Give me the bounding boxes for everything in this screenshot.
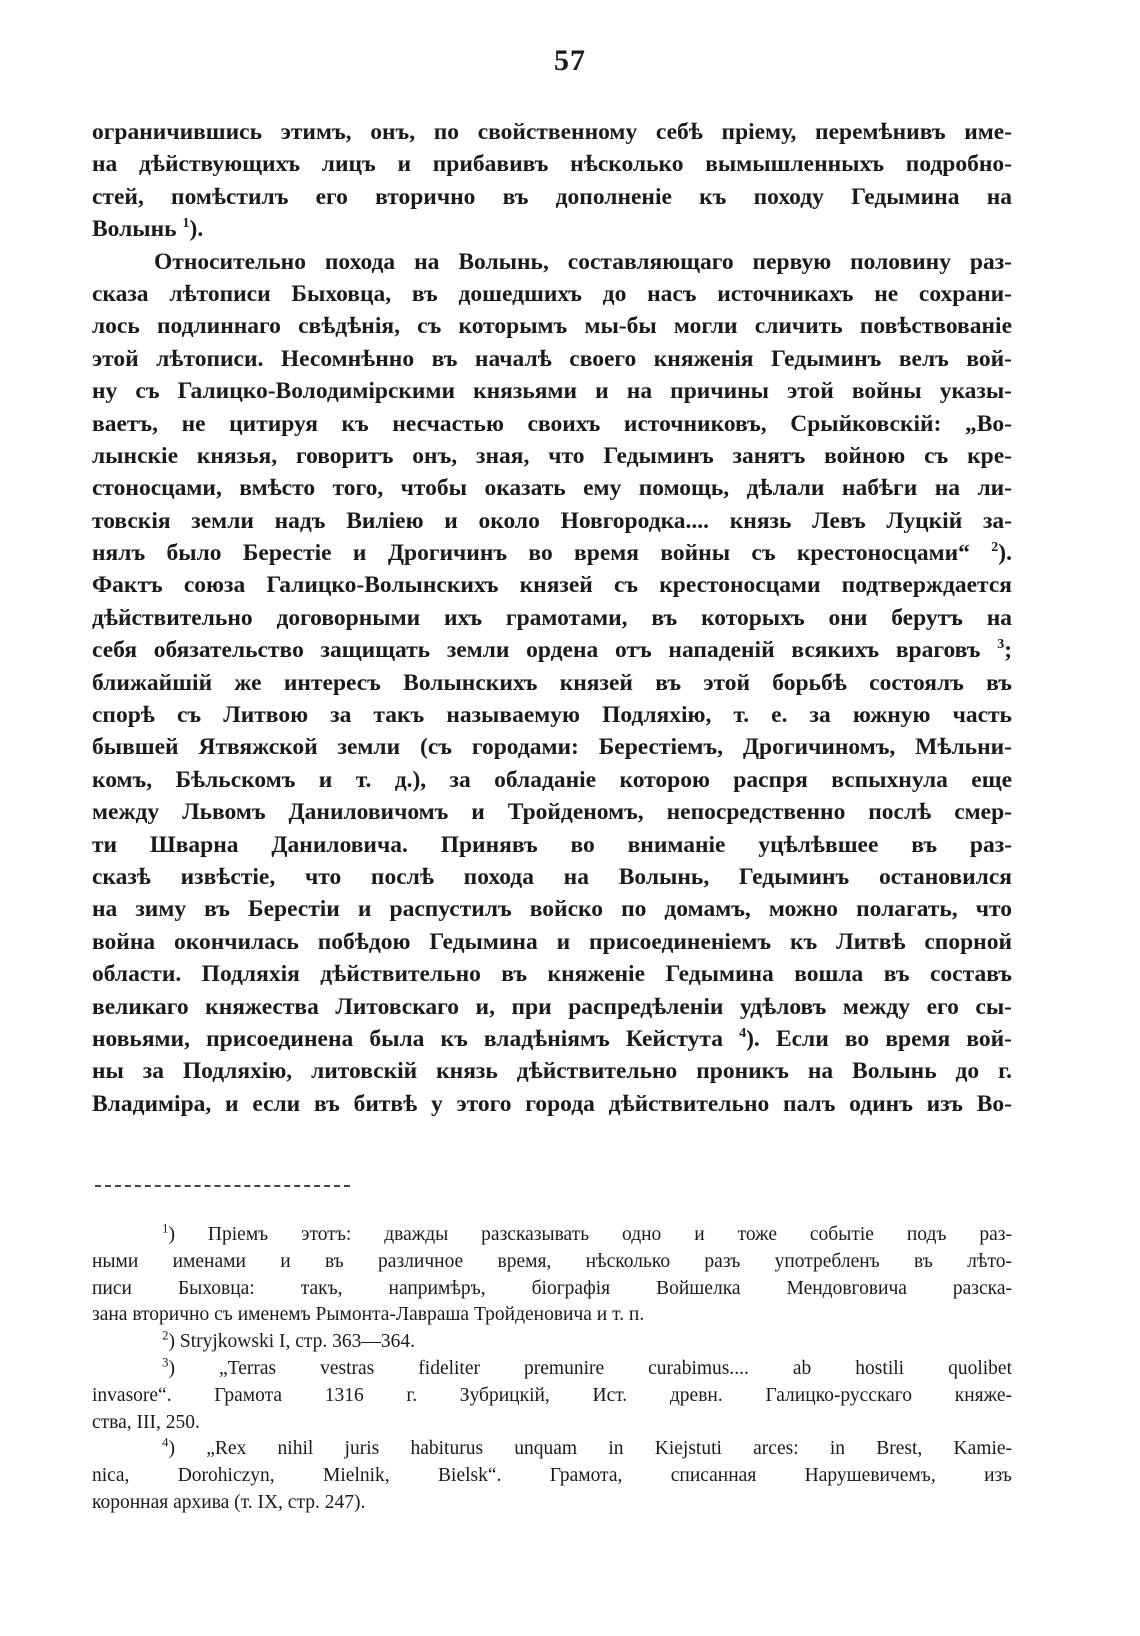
text-line: ограничившись этимъ, онъ, по свойственному себѣ пріему, перемѣнивъ име-: [92, 119, 1012, 145]
text-line: Владиміра, и если въ битвѣ у этого города дѣйствительно палъ одинъ изъ Во-: [92, 1090, 1012, 1117]
text-line: между Львомъ Даниловичомъ и Тройденомъ, непосредственно послѣ смер-: [92, 799, 1012, 826]
text-line: ти Шварна Даниловича. Принявъ во вниманіе уцѣлѣвшее въ раз-: [92, 831, 1012, 858]
footnote-2: [92, 1329, 1012, 1356]
main-text: [92, 116, 1012, 1120]
footnote-mark-paren: ): [168, 1357, 175, 1379]
text-line: спорѣ съ Литвою за такъ называемую Подляхію, т. е. за южную часть: [92, 702, 1012, 729]
page-number: 57: [554, 44, 586, 77]
text-line: ны за Подляхію, литовскій князь дѣйствительно проникъ на Волынь до г.: [92, 1058, 1012, 1085]
text-line: ближайшій же интересъ Волынскихъ князей въ этой борьбѣ состоялъ въ: [92, 669, 1012, 696]
text-line: лось подлиннаго свѣдѣнія, съ которымъ мы-бы могли сличить повѣствованіе: [92, 313, 1012, 340]
text-line: дѣйствительно договорными ихъ грамотами, въ которыхъ они берутъ на: [92, 604, 1012, 631]
text-line: Относительно похода на Волынь, составляющаго первую половину раз-: [154, 248, 1012, 275]
text-line: области. Подляхія дѣйствительно въ княженіе Гедымина вошла въ составъ: [92, 961, 1012, 988]
footnote-line: писи Быховца: такъ, напримѣръ, біографія Войшелка Мендовговича разска-: [92, 1277, 1012, 1299]
text-line: война окончилась побѣдою Гедымина и присоединеніемъ къ Литвѣ спорной: [92, 928, 1012, 955]
text-line: Фактъ союза Галицко-Волынскихъ князей съ крестоносцами подтверждается: [92, 572, 1012, 599]
footnote-separator: [95, 1185, 350, 1187]
footnotes: [92, 1222, 1012, 1517]
footnote-mark-paren: ): [168, 1224, 175, 1245]
text-line: [92, 213, 1012, 245]
footnote-mark: 4: [162, 1436, 169, 1450]
text-fragment: себя обязательство защищать земли ордена отъ нападеній всякихъ враговъ: [92, 637, 981, 664]
footnote-text: Пріемъ этотъ: дважды разсказывать одно и тоже событіе подъ раз-: [207, 1224, 1012, 1245]
text-line: сказа лѣтописи Быховца, въ дошедшихъ до насъ источникахъ не сохрани-: [92, 280, 1012, 307]
text-line: стей, помѣстилъ его вторично въ дополненіе къ походу Гедымина на: [92, 183, 1012, 210]
footnote-line: nica, Dorohiczyn, Mielnik, Bielsk“. Грамота, списанная Нарушевичемъ, изъ: [92, 1465, 1012, 1487]
text-line: ну съ Галицко-Володимірскими князьями и на причины этой войны указы-: [92, 378, 1012, 405]
footnote-4: [92, 1436, 1012, 1463]
footnote-ref-2[interactable]: 2: [991, 540, 999, 556]
text-line: на зиму въ Берестіи и распустилъ войско по домамъ, можно полагать, что: [92, 896, 1012, 923]
footnote-mark: 2: [162, 1329, 169, 1343]
text-fragment: Если во время вой-: [775, 1025, 1012, 1052]
footnote-ref-3[interactable]: 3: [997, 637, 1005, 653]
footnote-mark-paren: ): [168, 1438, 175, 1460]
footnote-line: invasore“. Грамота 1316 г. Зубрицкій, Ист. древн. Галицко-русскаго княже-: [92, 1384, 1012, 1406]
text-line: [92, 634, 1012, 666]
footnote-mark: 1: [162, 1222, 169, 1236]
text-line: комъ, Бѣльскомъ и т. д.), за обладаніе которою распря вспыхнула еще: [92, 766, 1012, 793]
footnote-1: [92, 1222, 1012, 1249]
text-line: [92, 537, 1012, 569]
text-fragment: ).: [189, 216, 204, 243]
text-fragment: Волынь: [92, 216, 177, 243]
text-line: [92, 1023, 1012, 1055]
text-line: бывшей Ятвяжской земли (съ городами: Берестіемъ, Дрогичиномъ, Мѣльни-: [92, 734, 1012, 761]
text-line: ваетъ, не цитируя къ несчастью своихъ источниковъ, Срыйковскій: „Во-: [92, 410, 1012, 437]
footnote-mark-paren: ): [168, 1331, 175, 1353]
text-line: этой лѣтописи. Несомнѣнно въ началѣ своего княженія Гедыминъ велъ вой-: [92, 345, 1012, 372]
text-line: лынскіе князья, говоритъ онъ, зная, что Гедыминъ занятъ войною съ кре-: [92, 442, 1012, 469]
text-fragment: ;: [1004, 637, 1012, 664]
footnote-line: ства, III, 250.: [92, 1411, 200, 1433]
text-fragment: нялъ было Берестіе и Дрогичинъ во время войны съ крестоносцами“: [92, 540, 970, 567]
footnote-line: ными именами и въ различное время, нѣсколько разъ употребленъ въ лѣто-: [92, 1250, 1012, 1272]
footnote-3: [92, 1356, 1012, 1383]
text-line: великаго княжества Литовскаго и, при распредѣленіи удѣловъ между его сы-: [92, 993, 1012, 1020]
footnote-mark: 3: [162, 1355, 169, 1370]
footnote-text: Stryjkowski I, стр. 363—364.: [179, 1331, 416, 1353]
footnote-text: „Terras vestras fideliter premunire curabimus.... ab hostili quolibet: [219, 1357, 1012, 1379]
text-line: товскія земли надъ Виліею и около Новгородка.... князь Левъ Луцкій за-: [92, 507, 1012, 534]
text-fragment: новьями, присоединена была къ владѣніямъ Кейстута: [92, 1025, 723, 1052]
footnote-text: „Rex nihil juris habiturus unquam in Kiejstuti arces: in Brest, Kamie-: [206, 1438, 1012, 1460]
footnote-line: коронная архива (т. IX, стр. 247).: [92, 1491, 366, 1513]
text-line: стоносцами, вмѣсто того, чтобы оказать ему помощь, дѣлали набѣги на ли-: [92, 475, 1012, 502]
text-line: сказѣ извѣстіе, что послѣ похода на Волынь, Гедыминъ остановился: [92, 863, 1012, 890]
footnote-ref-1[interactable]: 1: [182, 216, 190, 232]
footnote-line: зана вторично съ именемъ Рымонта-Лавраша Тройденовича и т. п.: [92, 1304, 645, 1326]
text-fragment: ).: [998, 540, 1012, 567]
footnote-ref-4[interactable]: 4: [739, 1026, 747, 1042]
text-fragment: ).: [746, 1025, 760, 1052]
text-line: на дѣйствующихъ лицъ и прибавивъ нѣсколько вымышленныхъ подробно-: [92, 151, 1012, 178]
